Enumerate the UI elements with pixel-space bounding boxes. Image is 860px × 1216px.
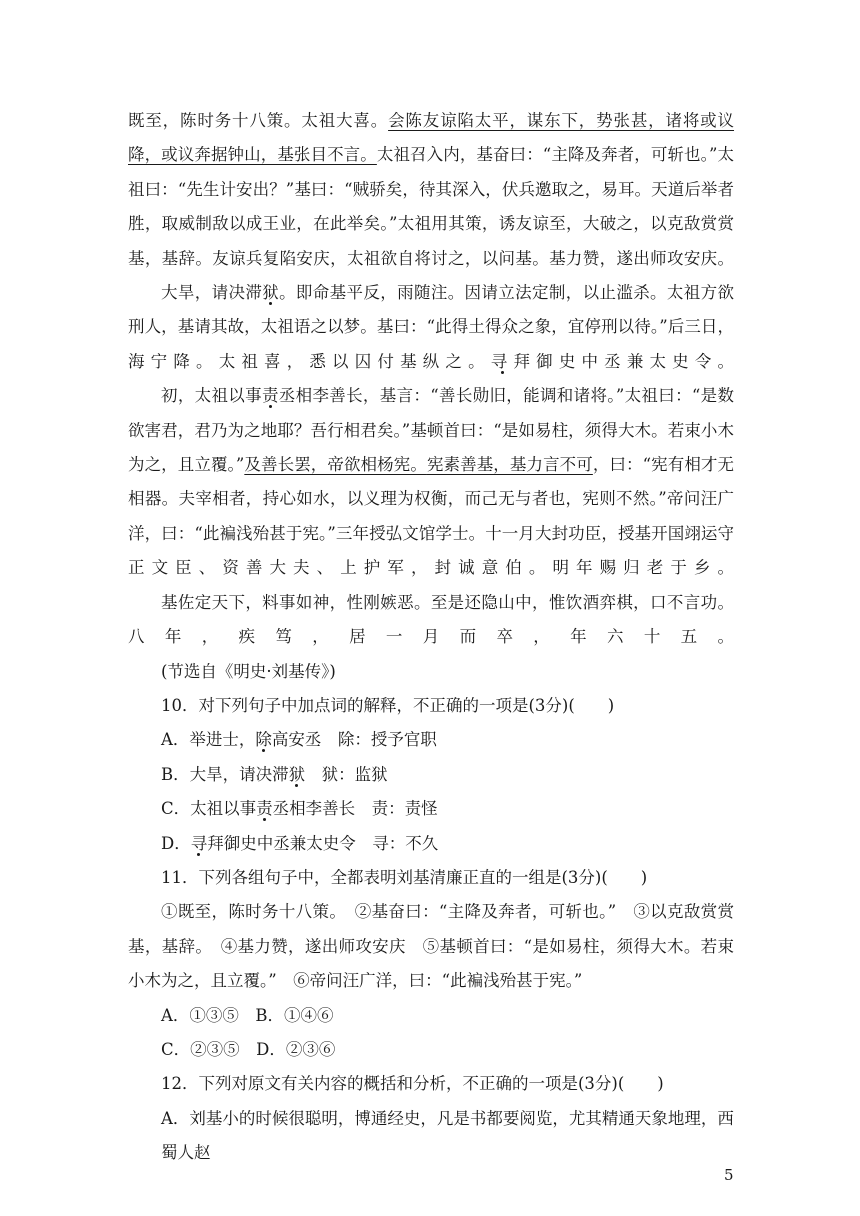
question-12-option-a: A．刘基小的时候很聪明，博通经史，凡是书都要阅览，尤其精通天象地理，西蜀人赵 <box>161 1108 734 1163</box>
question-10-stem: 10．对下列句子中加点词的解释，不正确的一项是(3分)( ) <box>161 695 615 715</box>
emphasis-dot-word: 狱 <box>262 283 280 303</box>
emphasis-dot-word: 寻 <box>490 351 514 371</box>
underlined-sentence: 及善长罢，帝欲相杨宪。 <box>244 455 427 475</box>
question-10-option-c: C．太祖以事责丞相李善长 责：责怪 <box>161 799 438 819</box>
passage-paragraph-3: 初，太祖以事责丞相李善长，基言：“善长勋旧，能调和诸将。”太祖曰：“是数欲害君，君乃为之地耶？吾行相君矣。”基顿首曰：“是如易柱，须得大木。若束小木为之，且立覆。”及善长罢，帝欲相杨宪。宪素善基，基力言不可，曰：“宪有相才无相器。夫宰相者，持心如水，以义理为权衡，而己无与者也，宪则不然。”帝问汪广洋，曰：“此褊浅殆甚于宪。”三年授弘文馆学士。十一月大封功臣，授基开国翊运守正文臣、资善大夫、上护军，封诚意伯。明年赐归老于乡。 <box>128 386 735 578</box>
emphasis-dot-word: 除 <box>255 730 272 750</box>
underlined-sentence: 宪素善基，基力言不可 <box>426 455 593 475</box>
page-number: 5 <box>724 1166 734 1184</box>
question-11-stem: 11．下列各组句子中，全都表明刘基清廉正直的一组是(3分)( ) <box>161 867 648 887</box>
passage-paragraph-4: 基佐定天下，料事如神，性刚嫉恶。至是还隐山中，惟饮酒弈棋，口不言功。八年，疾笃，居一月而卒，年六十五。 <box>128 592 734 647</box>
question-11-options-row-2: C．②③⑤ D．②③⑥ <box>161 1039 336 1059</box>
emphasis-dot-word: 狱 <box>288 764 306 784</box>
question-11-options-row-1: A．①③⑤ B．①④⑥ <box>161 1005 334 1025</box>
emphasis-dot-word: 寻 <box>190 833 208 853</box>
underlined-sentence: 会陈友谅陷太平，谋东下，势张甚，诸将或议降，或议奔据钟山，基张目不言。 <box>128 111 735 165</box>
passage-paragraph-1: 既至，陈时务十八策。太祖大喜。会陈友谅陷太平，谋东下，势张甚，诸将或议降，或议奔据钟山，基张目不言。太祖召入内，基奋曰：“主降及奔者，可斩也。”太祖曰：“先生计安出？”基曰：“贼骄矣，待其深入，伏兵邀取之，易耳。天道后举者胜，取威制敌以成王业，在此举矣。”太祖用其策，诱友谅至，大破之，以克敌赏赏基，基辞。友谅兵复陷安庆，太祖欲自将讨之，以问基。基力赞，遂出师攻安庆。 <box>128 111 735 268</box>
source-citation: (节选自《明史·刘基传》) <box>161 661 336 681</box>
question-12-stem: 12．下列对原文有关内容的概括和分析，不正确的一项是(3分)( ) <box>161 1074 664 1094</box>
emphasis-dot-word: 责 <box>256 799 273 819</box>
question-10-option-d: D．寻拜御史中丞兼太史令 寻：不久 <box>161 833 439 853</box>
question-10-option-b: B．大旱，请决滞狱 狱：监狱 <box>161 764 388 784</box>
passage-paragraph-2: 大旱，请决滞狱。即命基平反，雨随注。因请立法定制，以止滥杀。太祖方欲刑人，基请其故，太祖语之以梦。基曰：“此得土得众之象，宜停刑以待。”后三日，海宁降。太祖喜，悉以囚付基纵之。寻拜御史中丞兼太史令。 <box>128 283 735 371</box>
passage-block <box>128 104 734 1171</box>
emphasis-dot-word: 责 <box>261 386 279 406</box>
question-10-option-a: A．举进士，除高安丞 除：授予官职 <box>161 730 437 750</box>
question-11-items: ①既至，陈时务十八策。 ②基奋曰：“主降及奔者，可斩也。” ③以克敌赏赏基，基辞。 ④基力赞，遂出师攻安庆 ⑤基顿首曰：“是如易柱，须得大木。若束小木为之，且立覆。” ⑥帝问汪广洋，曰：“此褊浅殆甚于宪。” <box>128 902 734 991</box>
